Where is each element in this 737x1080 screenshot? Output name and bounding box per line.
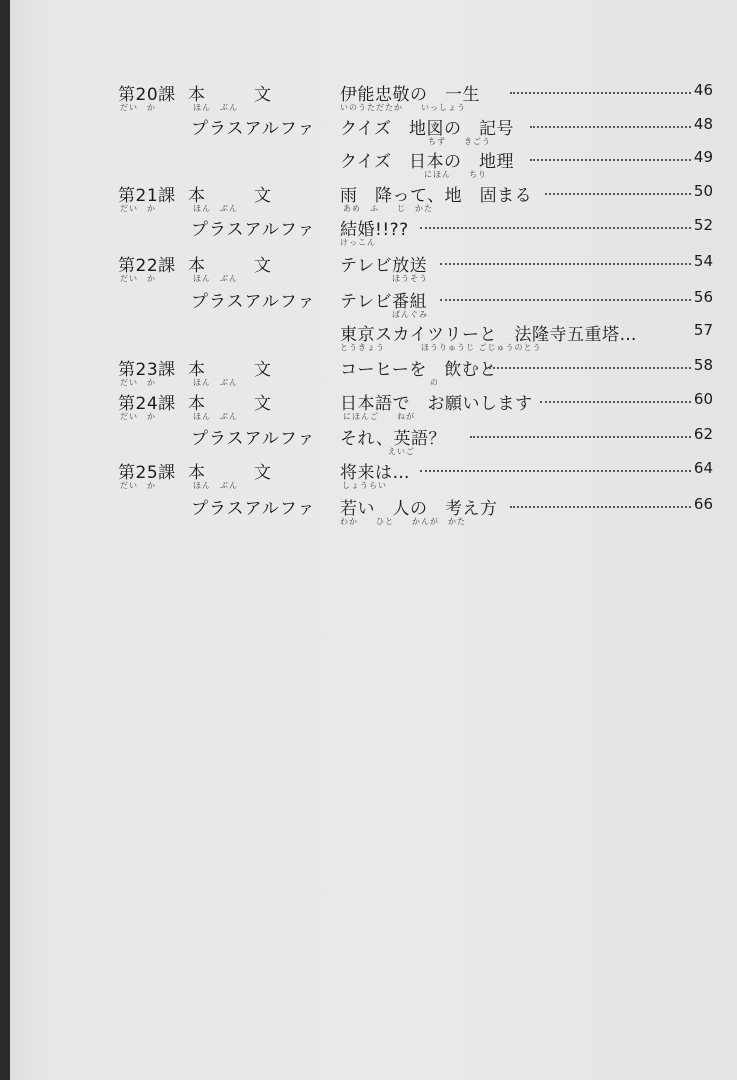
title-ruby: えいご — [388, 447, 415, 456]
dot-leader — [530, 157, 691, 161]
kind-ruby: ほん ぶん — [193, 274, 238, 283]
dot-leader — [470, 434, 691, 438]
lesson-number: 第24課 — [118, 394, 176, 414]
page-number: 60 — [693, 390, 713, 408]
section-kind: 本 文 — [188, 85, 287, 105]
lesson-ruby: だい か — [120, 378, 156, 387]
entry-title: 将来は… — [340, 463, 410, 483]
toc-entry — [10, 355, 737, 389]
section-kind: 本 文 — [188, 186, 287, 206]
dot-leader — [420, 225, 691, 229]
toc-entry — [10, 424, 737, 458]
page-number: 58 — [693, 356, 713, 374]
title-ruby: にほんご ねが — [343, 412, 415, 421]
toc-entry — [10, 147, 737, 181]
section-kind: 本 文 — [188, 256, 287, 276]
toc-entry — [10, 251, 737, 285]
lesson-ruby: だい か — [120, 481, 156, 490]
toc-entry — [10, 80, 737, 114]
entry-title: 伊能忠敬の 一生 — [340, 85, 480, 105]
section-kind: プラスアルファ — [191, 292, 316, 312]
toc-entry — [10, 458, 737, 492]
title-ruby: ばんぐみ — [392, 310, 428, 319]
page-number: 64 — [693, 459, 713, 477]
entry-title: テレビ番組 — [340, 292, 428, 312]
book-page — [10, 0, 737, 1080]
dot-leader — [485, 365, 691, 369]
entry-title: 若い 人の 考え方 — [340, 499, 498, 519]
kind-ruby: ほん ぶん — [193, 103, 238, 112]
kind-ruby: ほん ぶん — [193, 378, 238, 387]
kind-ruby: ほん ぶん — [193, 204, 238, 213]
page-number: 56 — [693, 288, 713, 306]
lesson-ruby: だい か — [120, 412, 156, 421]
page-number: 52 — [693, 216, 713, 234]
entry-title: コーヒーを 飲むと — [340, 360, 497, 380]
title-ruby: にほん ちり — [424, 170, 487, 179]
dot-leader — [510, 90, 691, 94]
title-ruby: の — [430, 378, 439, 387]
dot-leader — [420, 468, 691, 472]
dot-leader — [545, 191, 691, 195]
page-number: 48 — [693, 115, 713, 133]
section-kind: 本 文 — [188, 360, 287, 380]
lesson-number: 第22課 — [118, 256, 176, 276]
entry-title: 結婚!!?? — [340, 220, 409, 240]
section-kind: 本 文 — [188, 463, 287, 483]
page-number: 62 — [693, 425, 713, 443]
entry-title: クイズ 地図の 記号 — [340, 119, 514, 139]
lesson-number: 第21課 — [118, 186, 176, 206]
toc-entry — [10, 287, 737, 321]
page-number: 49 — [693, 148, 713, 166]
title-ruby: とうきょう ほうりゅうじ ごじゅうのとう — [340, 343, 542, 352]
title-ruby: ほうそう — [392, 274, 428, 283]
lesson-ruby: だい か — [120, 204, 156, 213]
lesson-ruby: だい か — [120, 103, 156, 112]
kind-ruby: ほん ぶん — [193, 481, 238, 490]
lesson-number: 第23課 — [118, 360, 176, 380]
page-number: 46 — [693, 81, 713, 99]
section-kind: プラスアルファ — [191, 499, 316, 519]
toc-entry — [10, 215, 737, 249]
toc-entry — [10, 389, 737, 423]
dot-leader — [440, 261, 691, 265]
page-number: 54 — [693, 252, 713, 270]
lesson-number: 第25課 — [118, 463, 176, 483]
section-kind: プラスアルファ — [191, 220, 316, 240]
entry-title: 雨 降って、地 固まる — [340, 186, 533, 206]
toc-entry — [10, 320, 737, 354]
lesson-number: 第20課 — [118, 85, 176, 105]
dot-leader — [530, 124, 691, 128]
page-number: 50 — [693, 182, 713, 200]
title-ruby: わか ひと かんが かた — [340, 517, 466, 526]
entry-title: クイズ 日本の 地理 — [340, 152, 514, 172]
title-ruby: あめ ふ じ かた — [343, 204, 433, 213]
section-kind: 本 文 — [188, 394, 287, 414]
page-number: 57 — [693, 321, 713, 339]
kind-ruby: ほん ぶん — [193, 412, 238, 421]
section-kind: プラスアルファ — [191, 119, 316, 139]
page-number: 66 — [693, 495, 713, 513]
toc-entry — [10, 494, 737, 528]
entry-title: 東京スカイツリーと 法隆寺五重塔… — [340, 325, 637, 345]
dot-leader — [540, 399, 691, 403]
title-ruby: ちず きごう — [428, 137, 491, 146]
section-kind: プラスアルファ — [191, 429, 316, 449]
entry-title: テレビ放送 — [340, 256, 428, 276]
dot-leader — [440, 297, 691, 301]
title-ruby: けっこん — [340, 238, 376, 247]
title-ruby: いのうただたか いっしょう — [340, 103, 466, 112]
title-ruby: しょうらい — [342, 481, 387, 490]
entry-title: 日本語で お願いします — [340, 394, 533, 414]
lesson-ruby: だい か — [120, 274, 156, 283]
entry-title: それ、英語？ — [340, 429, 447, 449]
dot-leader — [510, 504, 691, 508]
toc-entry — [10, 181, 737, 215]
toc-entry — [10, 114, 737, 148]
